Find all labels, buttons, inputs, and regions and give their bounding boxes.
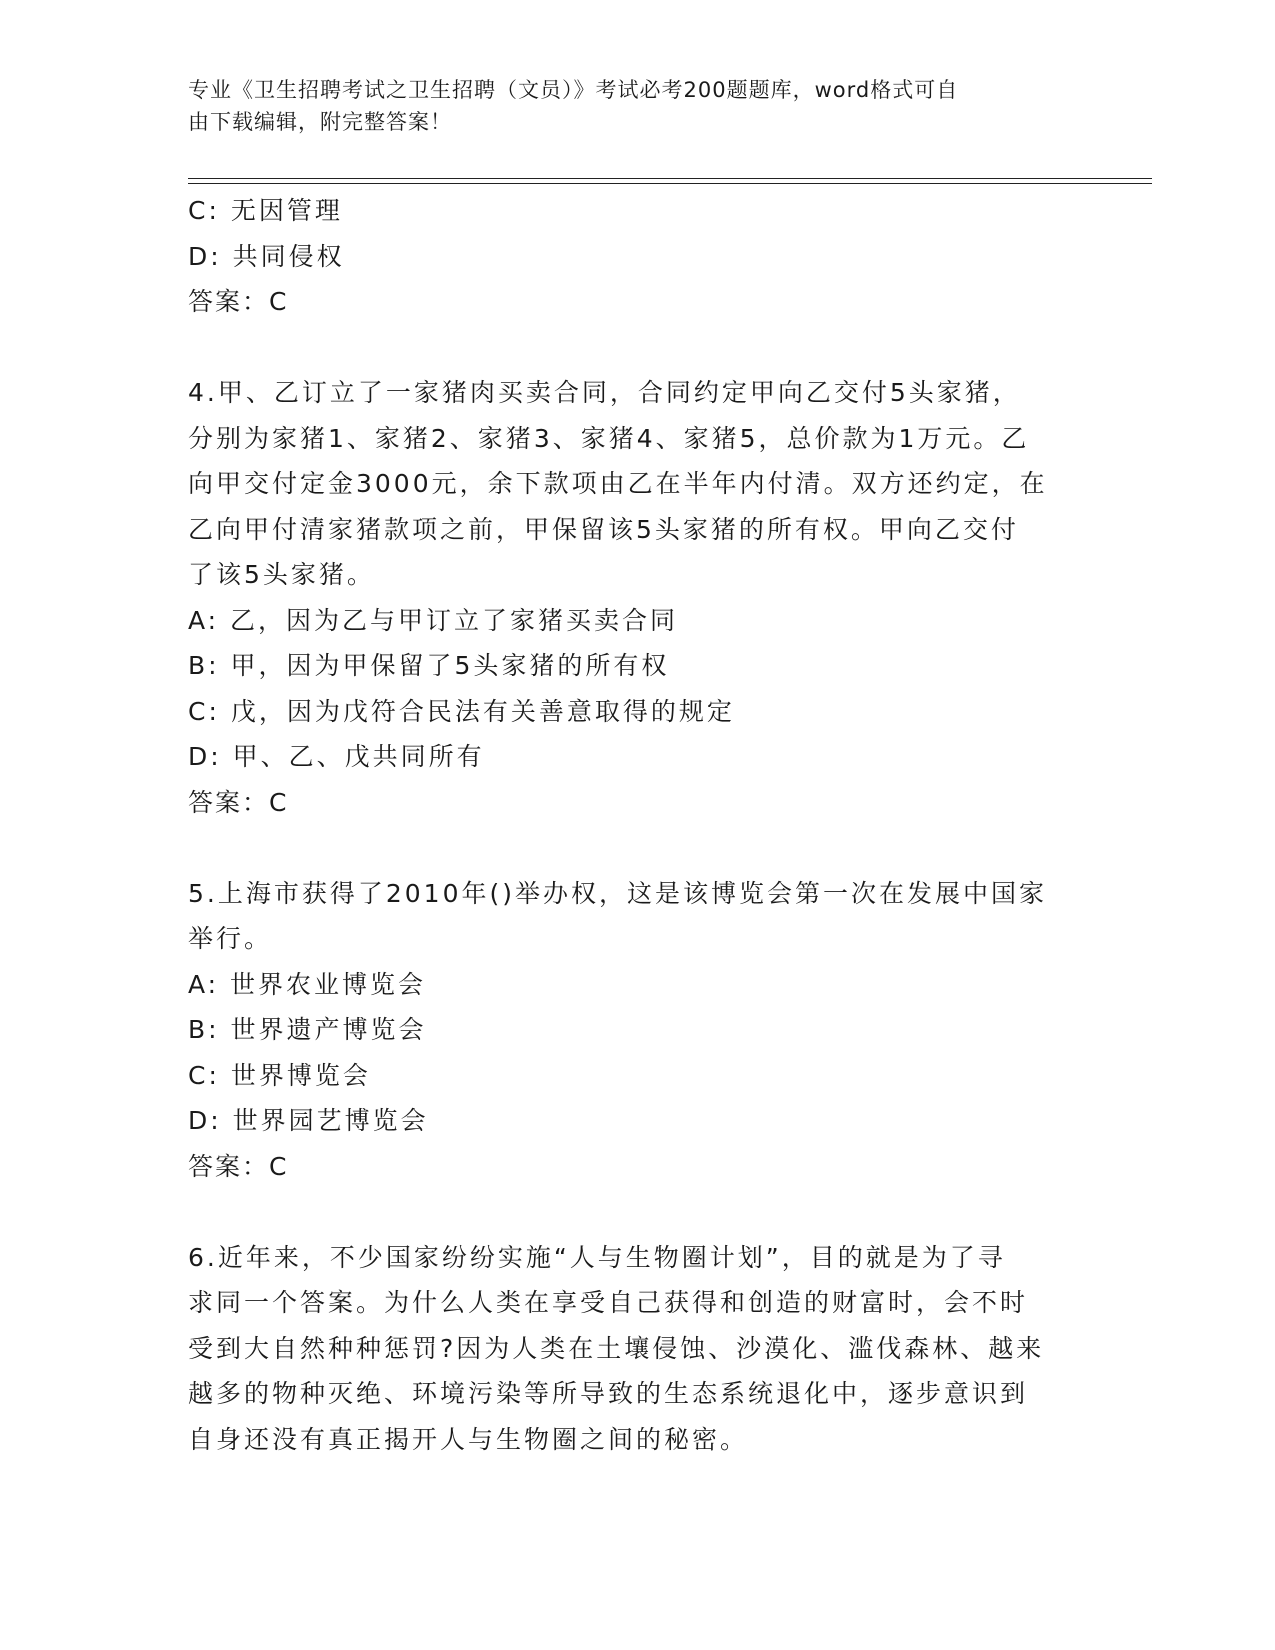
- question-6-stem-line-3: 受到大自然种种惩罚?因为人类在土壤侵蚀、沙漠化、滥伐森林、越来: [188, 1333, 1045, 1363]
- document-body: [188, 188, 1088, 1462]
- question-4-stem-line-4: 乙向甲付清家猪款项之前，甲保留该5头家猪的所有权。甲向乙交付: [188, 514, 1019, 544]
- question-3-answer: 答案：C: [188, 287, 289, 316]
- question-4-stem-line-3: 向甲交付定金3000元，余下款项由乙在半年内付清。双方还约定，在: [188, 469, 1048, 498]
- spacer: [188, 825, 1088, 871]
- question-6-stem-line-4: 越多的物种灭绝、环境污染等所导致的生态系统退化中，逐步意识到: [188, 1379, 1029, 1408]
- question-5-option-a: A: 世界农业博览会: [188, 969, 427, 999]
- question-4-option-c: C: 戊，因为戊符合民法有关善意取得的规定: [188, 696, 735, 726]
- question-4-stem-line-5: 了该5头家猪。: [188, 560, 375, 589]
- question-6-stem-line-5: 自身还没有真正揭开人与生物圈之间的秘密。: [188, 1424, 749, 1454]
- question-4-option-b: B: 甲，因为甲保留了5头家猪的所有权: [188, 651, 670, 680]
- spacer: [188, 325, 1088, 371]
- question-6-stem-line-2: 求同一个答案。为什么人类在享受自己获得和创造的财富时，会不时: [188, 1288, 1029, 1317]
- header-divider-bottom: [188, 183, 1152, 184]
- header-title-line-1: 专业《卫生招聘考试之卫生招聘（文员）》考试必考200题题库，word格式可自: [188, 78, 959, 102]
- question-5-answer: 答案：C: [188, 1151, 289, 1181]
- question-5-option-b: B: 世界遗产博览会: [188, 1015, 427, 1044]
- question-5-option-c: C: 世界博览会: [188, 1060, 371, 1090]
- header-title-line-2: 由下载编辑，附完整答案！: [188, 110, 452, 134]
- question-3-option-c: C: 无因管理: [188, 196, 343, 225]
- question-5-stem-line-1: 5.上海市获得了2010年()举办权，这是该博览会第一次在发展中国家: [188, 878, 1047, 908]
- question-4-answer: 答案：C: [188, 787, 289, 817]
- question-5-option-d: D: 世界园艺博览会: [188, 1106, 429, 1135]
- question-4-stem-line-2: 分别为家猪1、家猪2、家猪3、家猪4、家猪5，总价款为1万元。乙: [188, 423, 1030, 453]
- spacer: [188, 1189, 1088, 1235]
- question-6-stem-line-1: 6.近年来，不少国家纷纷实施“人与生物圈计划”，目的就是为了寻: [188, 1242, 1006, 1272]
- question-5-stem-line-2: 举行。: [188, 924, 273, 953]
- question-4-stem-line-1: 4.甲、乙订立了一家猪肉买卖合同，合同约定甲向乙交付5头家猪，: [188, 378, 1021, 407]
- question-4-option-a: A: 乙，因为乙与甲订立了家猪买卖合同: [188, 605, 679, 635]
- question-4-option-d: D: 甲、乙、戊共同所有: [188, 742, 485, 771]
- question-3-option-d: D: 共同侵权: [188, 241, 345, 271]
- page-header: [188, 74, 1068, 138]
- header-divider-top: [188, 178, 1152, 179]
